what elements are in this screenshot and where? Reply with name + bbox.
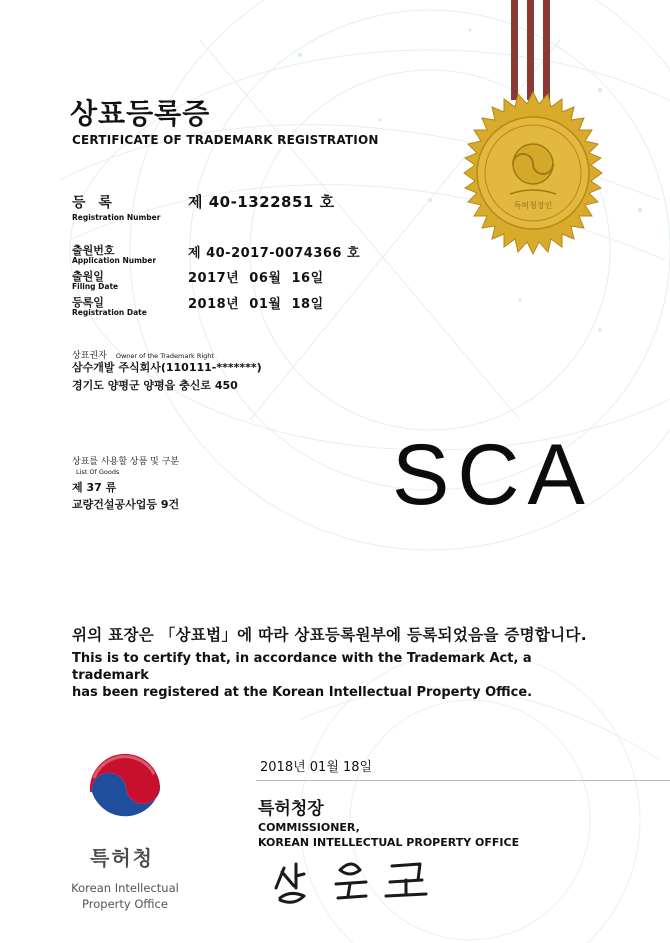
- owner-address: 경기도 양평군 양평읍 충신로 450: [72, 379, 238, 392]
- goods-class: 제 37 류: [72, 481, 117, 494]
- commissioner-title-english-line1: COMMISSIONER,: [258, 821, 360, 834]
- certification-english-line2: has been registered at the Korean Intellectual Property Office.: [72, 685, 533, 700]
- ribbon-right: [543, 0, 550, 100]
- certification-english: [72, 650, 612, 701]
- goods-description: 교량건설공사업등 9건: [72, 498, 180, 511]
- owner-name: 삼수개발 주식회사(110111-*******): [72, 361, 262, 374]
- owner-label-en: Owner of the Trademark Right: [115, 352, 214, 360]
- certification-english-line1: This is to certify that, in accordance with the Trademark Act, a trademark: [72, 651, 532, 683]
- certification-korean: 위의 표장은 「상표법」에 따라 상표등록원부에 등록되었음을 증명합니다.: [72, 626, 587, 644]
- registration-number-label-en: Registration Number: [72, 213, 161, 222]
- office-name-korean: 특허청: [90, 846, 154, 870]
- ribbon-left: [511, 0, 518, 100]
- office-name-english: [62, 880, 188, 912]
- gold-seal: [450, 90, 616, 256]
- commissioner-title-korean: 특허청장: [258, 799, 324, 819]
- filing-date-label: 출원일: [72, 270, 104, 283]
- seal-text: 특허청장인: [513, 201, 553, 210]
- office-name-english-line2: Property Office: [82, 897, 168, 911]
- filing-date-label-en: Filing Date: [72, 282, 119, 291]
- title-english: CERTIFICATE OF TRADEMARK REGISTRATION: [72, 133, 379, 147]
- commissioner-title-english: [258, 820, 519, 850]
- commissioner-signature: [270, 850, 440, 910]
- registration-date-label-en: Registration Date: [72, 308, 147, 317]
- trademark-text: SCA: [392, 427, 593, 523]
- commissioner-title-english-line2: KOREAN INTELLECTUAL PROPERTY OFFICE: [258, 836, 520, 849]
- issue-date: 2018년 01월 18일: [260, 760, 373, 775]
- application-number-label: 출원번호: [72, 244, 115, 257]
- filing-date-value: 2017년 06월 16일: [188, 271, 324, 286]
- divider-line: [256, 780, 670, 781]
- application-number-label-en: Application Number: [72, 256, 157, 265]
- registration-date-value: 2018년 01월 18일: [188, 297, 324, 312]
- ribbon-middle: [527, 0, 534, 100]
- goods-label-en: List Of Goods: [76, 468, 120, 476]
- application-number-value: 제 40-2017-0074366 호: [188, 246, 361, 261]
- kipo-logo-icon: [84, 748, 166, 830]
- owner-label: 상표권자: [72, 351, 107, 361]
- office-name-english-line1: Korean Intellectual: [71, 881, 179, 895]
- registration-date-label: 등록일: [72, 296, 104, 309]
- registration-number-label: 등 록: [72, 195, 116, 211]
- goods-label: 상표를 사용할 상품 및 구분: [72, 457, 180, 467]
- title-korean: 상표등록증: [70, 97, 211, 130]
- registration-number-value: 제 40-1322851 호: [188, 193, 335, 211]
